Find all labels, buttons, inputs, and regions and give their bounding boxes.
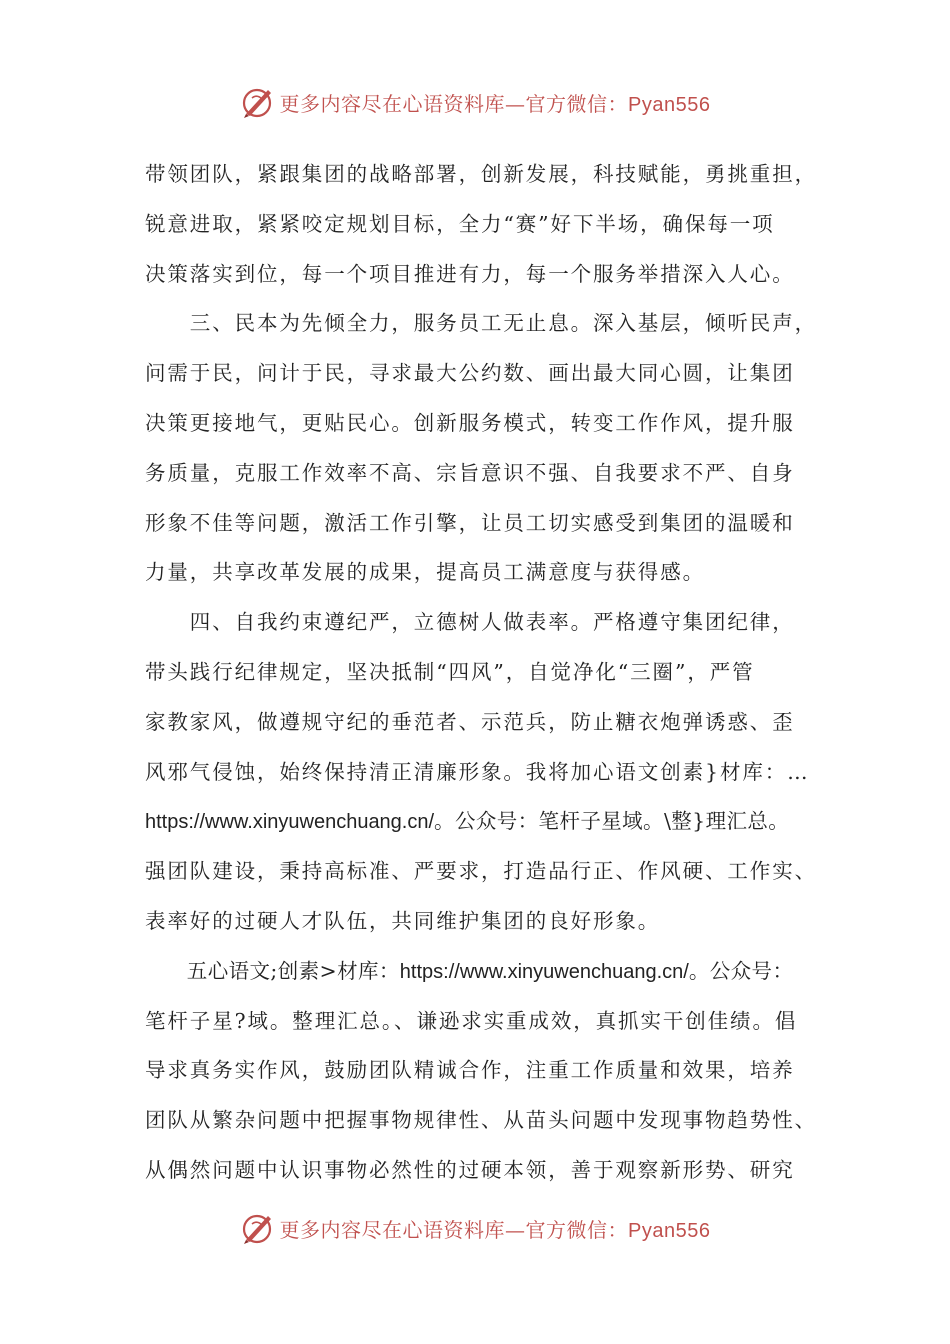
url-line-rest: 。公众号：笔杆子星域。\整}理汇总。 bbox=[434, 809, 790, 834]
footer-wechat-id: Pyan556 bbox=[628, 1219, 711, 1242]
text-line: 决策更接地气，更贴民心。创新服务模式，转变工作作风，提升服 bbox=[145, 410, 795, 435]
paragraph-five-rest: 。公众号： bbox=[688, 958, 794, 983]
text-line: 家教家风，做遵规守纪的垂范者、示范兵，防止糖衣炮弹诱惑、歪 bbox=[145, 709, 795, 734]
text-line: 从偶然问题中认识事物必然性的过硬本领，善于观察新形势、研究 bbox=[145, 1157, 795, 1182]
paragraph-five-start bbox=[145, 947, 835, 997]
text-line: 团队从繁杂问题中把握事物规律性、从苗头问题中发现事物趋势性、 bbox=[145, 1108, 817, 1133]
header-banner-text: 更多内容尽在心语资料库—官方微信：Pyan556 bbox=[279, 91, 711, 116]
url-text-line bbox=[145, 797, 835, 847]
paragraph-three-start: 三、民本为先倾全力，服务员工无止息。深入基层，倾听民声， bbox=[145, 311, 817, 336]
text-line: 导求真务实作风，鼓励团队精诚合作，注重工作质量和效果，培养 bbox=[145, 1058, 795, 1083]
document-body bbox=[145, 150, 835, 1196]
text-line: 带头践行纪律规定，坚决抵制“四风”，自觉净化“三圈”，严管 bbox=[145, 659, 755, 684]
url-text: https://www.xinyuwenchuang.cn/ bbox=[399, 960, 689, 983]
text-line: 表率好的过硬人才队伍，共同维护集团的良好形象。 bbox=[145, 908, 661, 933]
text-line: 锐意进取，紧紧咬定规划目标，全力“赛”好下半场，确保每一项 bbox=[145, 211, 775, 236]
text-line: 决策落实到位，每一个项目推进有力，每一个服务举措深入人心。 bbox=[145, 261, 795, 286]
footer-banner bbox=[0, 1208, 950, 1248]
paragraph-five-prefix: 五心语文;创素>材库： bbox=[145, 958, 400, 983]
pen-logo-icon bbox=[240, 84, 276, 120]
url-text: https://www.xinyuwenchuang.cn/ bbox=[145, 811, 435, 834]
text-line: 力量，共享改革发展的成果，提高员工满意度与获得感。 bbox=[145, 560, 705, 585]
text-line: 问需于民，问计于民，寻求最大公约数、画出最大同心圆，让集团 bbox=[145, 361, 795, 386]
header-wechat-id: Pyan556 bbox=[628, 93, 711, 116]
pen-logo-icon bbox=[240, 1210, 276, 1246]
text-line: 形象不佳等问题，激活工作引擎，让员工切实感受到集团的温暖和 bbox=[145, 510, 795, 535]
footer-banner-text: 更多内容尽在心语资料库—官方微信：Pyan556 bbox=[279, 1217, 711, 1242]
text-line: 笔杆子星?域。整理汇总。、谦逊求实重成效，真抓实干创佳绩。倡 bbox=[145, 1008, 798, 1033]
header-banner bbox=[0, 82, 950, 122]
text-line: 强团队建设，秉持高标准、严要求，打造品行正、作风硬、工作实、 bbox=[145, 859, 817, 884]
text-line: 带领团队，紧跟集团的战略部署，创新发展，科技赋能，勇挑重担， bbox=[145, 162, 817, 186]
paragraph-four-start: 四、自我约束遵纪严，立德树人做表率。严格遵守集团纪律， bbox=[145, 610, 795, 635]
text-line: 务质量，克服工作效率不高、宗旨意识不强、自我要求不严、自身 bbox=[145, 460, 795, 485]
text-line: 风邪气侵蚀，始终保持清正清廉形象。我将加心语文创素}材库：… bbox=[145, 759, 810, 784]
